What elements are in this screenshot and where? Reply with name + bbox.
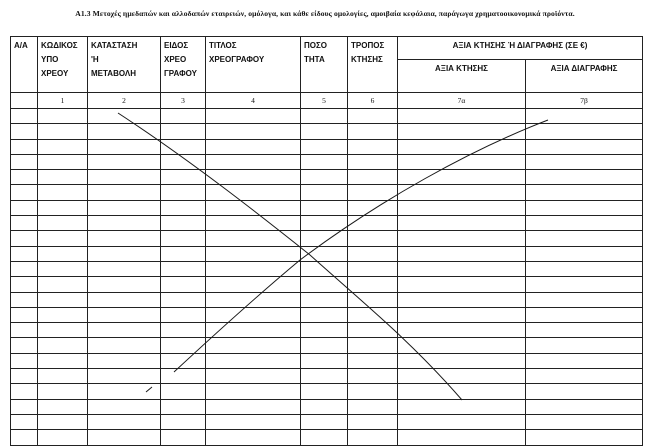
table-cell[interactable] (88, 307, 161, 322)
table-cell[interactable] (161, 399, 206, 414)
table-cell[interactable] (301, 338, 348, 353)
table-cell[interactable] (88, 399, 161, 414)
table-row (11, 414, 643, 429)
table-cell[interactable] (348, 430, 398, 445)
table-cell[interactable] (206, 170, 301, 185)
table-row (11, 338, 643, 353)
table-cell[interactable] (301, 261, 348, 276)
table-cell[interactable] (206, 124, 301, 139)
table-cell[interactable] (526, 170, 643, 185)
table-row (11, 154, 643, 169)
table-cell[interactable] (38, 338, 88, 353)
table-cell[interactable] (11, 261, 38, 276)
table-cell[interactable] (206, 200, 301, 215)
table-cell[interactable] (11, 216, 38, 231)
table-cell[interactable] (526, 231, 643, 246)
table-cell[interactable] (206, 414, 301, 429)
table-cell[interactable] (11, 170, 38, 185)
column-number: 1 (38, 93, 88, 109)
table-cell[interactable] (301, 414, 348, 429)
table-cell[interactable] (206, 277, 301, 292)
column-number: 5 (301, 93, 348, 109)
table-cell[interactable] (398, 399, 526, 414)
table-cell[interactable] (38, 323, 88, 338)
table-cell[interactable] (348, 307, 398, 322)
table-cell[interactable] (11, 185, 38, 200)
table-cell[interactable] (348, 292, 398, 307)
table-cell[interactable] (526, 384, 643, 399)
table-cell[interactable] (206, 384, 301, 399)
header-acquisition-method: ΤΡΟΠΟΣ ΚΤΗΣΗΣ (348, 37, 398, 93)
table-cell[interactable] (526, 430, 643, 445)
table-row (11, 231, 643, 246)
table-cell[interactable] (526, 353, 643, 368)
table-cell[interactable] (348, 216, 398, 231)
table-cell[interactable] (88, 430, 161, 445)
table-cell[interactable] (161, 170, 206, 185)
table-cell[interactable] (301, 246, 348, 261)
table-cell[interactable] (348, 338, 398, 353)
table-cell[interactable] (88, 231, 161, 246)
table-cell[interactable] (398, 216, 526, 231)
table-cell[interactable] (526, 246, 643, 261)
table-cell[interactable] (88, 384, 161, 399)
table-cell[interactable] (526, 109, 643, 124)
table-row (11, 292, 643, 307)
table-cell[interactable] (38, 154, 88, 169)
header-acquisition-value: ΑΞΙΑ ΚΤΗΣΗΣ (398, 60, 526, 93)
table-cell[interactable] (526, 414, 643, 429)
table-cell[interactable] (88, 139, 161, 154)
table-cell[interactable] (301, 277, 348, 292)
table-cell[interactable] (161, 369, 206, 384)
table-cell[interactable] (348, 353, 398, 368)
table-row (11, 430, 643, 445)
table-cell[interactable] (398, 277, 526, 292)
table-cell[interactable] (161, 246, 206, 261)
table-row (11, 277, 643, 292)
table-cell[interactable] (206, 109, 301, 124)
table-cell[interactable] (301, 430, 348, 445)
header-aa: Α/Α (11, 37, 38, 93)
table-cell[interactable] (11, 399, 38, 414)
table-cell[interactable] (526, 277, 643, 292)
table-cell[interactable] (88, 170, 161, 185)
table-cell[interactable] (161, 414, 206, 429)
table-row (11, 200, 643, 215)
table-cell[interactable] (88, 124, 161, 139)
table-cell[interactable] (301, 200, 348, 215)
table-cell[interactable] (301, 307, 348, 322)
table-cell[interactable] (38, 353, 88, 368)
table-cell[interactable] (38, 170, 88, 185)
table-cell[interactable] (526, 154, 643, 169)
table-cell[interactable] (11, 384, 38, 399)
table-row (11, 369, 643, 384)
table-cell[interactable] (398, 185, 526, 200)
column-number (11, 93, 38, 109)
table-cell[interactable] (348, 277, 398, 292)
table-cell[interactable] (398, 323, 526, 338)
table-cell[interactable] (398, 124, 526, 139)
table-cell[interactable] (161, 139, 206, 154)
table-cell[interactable] (88, 154, 161, 169)
table-cell[interactable] (398, 200, 526, 215)
table-cell[interactable] (88, 292, 161, 307)
table-cell[interactable] (398, 292, 526, 307)
table-cell[interactable] (161, 277, 206, 292)
table-cell[interactable] (348, 124, 398, 139)
column-number: 7β (526, 93, 643, 109)
table-cell[interactable] (301, 185, 348, 200)
table-cell[interactable] (161, 185, 206, 200)
table-cell[interactable] (526, 139, 643, 154)
header-quantity: ΠΟΣΟ ΤΗΤΑ (301, 37, 348, 93)
table-cell[interactable] (161, 384, 206, 399)
table-cell[interactable] (301, 216, 348, 231)
table-cell[interactable] (11, 139, 38, 154)
table-cell[interactable] (398, 414, 526, 429)
table-cell[interactable] (88, 200, 161, 215)
table-cell[interactable] (38, 430, 88, 445)
table-cell[interactable] (526, 185, 643, 200)
table-cell[interactable] (206, 353, 301, 368)
table-cell[interactable] (88, 261, 161, 276)
table-cell[interactable] (348, 414, 398, 429)
table-cell[interactable] (38, 185, 88, 200)
table-cell[interactable] (11, 307, 38, 322)
table-cell[interactable] (398, 109, 526, 124)
column-number: 4 (206, 93, 301, 109)
table-cell[interactable] (348, 200, 398, 215)
header-write-off-value: ΑΞΙΑ ΔΙΑΓΡΑΦΗΣ (526, 60, 643, 93)
header-status: ΚΑΤΑΣΤΑΣΗ 'Η ΜΕΤΑΒΟΛΗ (88, 37, 161, 93)
table-cell[interactable] (398, 369, 526, 384)
table-cell[interactable] (526, 261, 643, 276)
table-cell[interactable] (11, 369, 38, 384)
table-cell[interactable] (161, 338, 206, 353)
table-cell[interactable] (526, 292, 643, 307)
securities-table (10, 36, 643, 446)
table-cell[interactable] (526, 124, 643, 139)
table-cell[interactable] (38, 139, 88, 154)
table-cell[interactable] (11, 292, 38, 307)
table-cell[interactable] (38, 231, 88, 246)
form-section-title: Α1.3 Μετοχές ημεδαπών και αλλοδαπών εταιρειών, ομόλογα, και κάθε είδους ομολογίες, αμοιβαία κεφάλαια, παράγωγα χρηματοοικονομικά προϊόντα. (75, 9, 575, 18)
table-cell[interactable] (161, 109, 206, 124)
table-cell[interactable] (348, 154, 398, 169)
table-cell[interactable] (206, 430, 301, 445)
column-number: 6 (348, 93, 398, 109)
table-cell[interactable] (348, 185, 398, 200)
table-row (11, 109, 643, 124)
table-cell[interactable] (301, 399, 348, 414)
table-cell[interactable] (38, 277, 88, 292)
table-cell[interactable] (526, 323, 643, 338)
table-cell[interactable] (11, 109, 38, 124)
table-cell[interactable] (161, 154, 206, 169)
table-cell[interactable] (398, 139, 526, 154)
table-cell[interactable] (301, 323, 348, 338)
table-cell[interactable] (38, 261, 88, 276)
table-cell[interactable] (161, 231, 206, 246)
table-cell[interactable] (38, 292, 88, 307)
table-cell[interactable] (206, 369, 301, 384)
column-number: 2 (88, 93, 161, 109)
table-cell[interactable] (11, 124, 38, 139)
table-cell[interactable] (88, 414, 161, 429)
table-cell[interactable] (161, 216, 206, 231)
table-cell[interactable] (206, 246, 301, 261)
table-cell[interactable] (301, 369, 348, 384)
table-row (11, 124, 643, 139)
table-cell[interactable] (526, 369, 643, 384)
table-cell[interactable] (301, 154, 348, 169)
table-row (11, 185, 643, 200)
table-cell[interactable] (526, 399, 643, 414)
table-row (11, 216, 643, 231)
table-cell[interactable] (398, 307, 526, 322)
table-cell[interactable] (398, 246, 526, 261)
table-row (11, 399, 643, 414)
table-cell[interactable] (348, 246, 398, 261)
table-cell[interactable] (161, 430, 206, 445)
table-cell[interactable] (38, 414, 88, 429)
table-cell[interactable] (398, 170, 526, 185)
table-cell[interactable] (526, 307, 643, 322)
table-cell[interactable] (88, 216, 161, 231)
table-cell[interactable] (11, 338, 38, 353)
table-cell[interactable] (206, 261, 301, 276)
table-cell[interactable] (398, 430, 526, 445)
table-cell[interactable] (38, 109, 88, 124)
table-cell[interactable] (526, 338, 643, 353)
table-cell[interactable] (348, 323, 398, 338)
table-cell[interactable] (11, 200, 38, 215)
table-row (11, 323, 643, 338)
header-code: ΚΩΔΙΚΟΣ ΥΠΟ ΧΡΕΟΥ (38, 37, 88, 93)
table-cell[interactable] (206, 307, 301, 322)
table-cell[interactable] (348, 231, 398, 246)
table-cell[interactable] (11, 231, 38, 246)
table-cell[interactable] (11, 414, 38, 429)
table-cell[interactable] (88, 323, 161, 338)
table-cell[interactable] (398, 261, 526, 276)
table-cell[interactable] (38, 384, 88, 399)
table-cell[interactable] (301, 109, 348, 124)
table-cell[interactable] (38, 216, 88, 231)
header-security-title: ΤΙΤΛΟΣ ΧΡΕΟΓΡΑΦΟΥ (206, 37, 301, 93)
table-cell[interactable] (38, 200, 88, 215)
table-cell[interactable] (11, 154, 38, 169)
table-cell[interactable] (206, 139, 301, 154)
table-cell[interactable] (301, 353, 348, 368)
table-row (11, 246, 643, 261)
header-value-group: ΑΞΙΑ ΚΤΗΣΗΣ Ή ΔΙΑΓΡΑΦΗΣ (ΣΕ €) (398, 37, 643, 60)
table-cell[interactable] (206, 231, 301, 246)
table-cell[interactable] (206, 338, 301, 353)
table-cell[interactable] (301, 139, 348, 154)
table-cell[interactable] (348, 109, 398, 124)
table-cell[interactable] (398, 154, 526, 169)
table-cell[interactable] (38, 399, 88, 414)
table-cell[interactable] (348, 369, 398, 384)
table-cell[interactable] (88, 369, 161, 384)
table-cell[interactable] (206, 399, 301, 414)
header-security-type: ΕΙΔΟΣ ΧΡΕΟ ΓΡΑΦΟΥ (161, 37, 206, 93)
table-cell[interactable] (301, 124, 348, 139)
column-number: 7α (398, 93, 526, 109)
table-cell[interactable] (206, 185, 301, 200)
table-cell[interactable] (206, 216, 301, 231)
table-cell[interactable] (38, 307, 88, 322)
table-cell[interactable] (11, 246, 38, 261)
table-cell[interactable] (301, 170, 348, 185)
table-cell[interactable] (161, 200, 206, 215)
table-cell[interactable] (88, 246, 161, 261)
table-cell[interactable] (88, 277, 161, 292)
table-cell[interactable] (11, 353, 38, 368)
table-row (11, 307, 643, 322)
table-cell[interactable] (206, 323, 301, 338)
table-cell[interactable] (11, 277, 38, 292)
table-cell[interactable] (301, 384, 348, 399)
table-cell[interactable] (526, 200, 643, 215)
table-cell[interactable] (398, 384, 526, 399)
table-cell[interactable] (348, 399, 398, 414)
table-cell[interactable] (161, 353, 206, 368)
column-number: 3 (161, 93, 206, 109)
table-cell[interactable] (161, 124, 206, 139)
table-cell[interactable] (301, 231, 348, 246)
table-cell[interactable] (206, 292, 301, 307)
table-cell[interactable] (398, 231, 526, 246)
table-cell[interactable] (38, 369, 88, 384)
table-cell[interactable] (38, 246, 88, 261)
table-row (11, 261, 643, 276)
table-cell[interactable] (348, 384, 398, 399)
table-cell[interactable] (11, 430, 38, 445)
table-row (11, 170, 643, 185)
table-cell[interactable] (206, 154, 301, 169)
table-cell[interactable] (161, 261, 206, 276)
table-row (11, 384, 643, 399)
table-cell[interactable] (301, 292, 348, 307)
table-cell[interactable] (526, 216, 643, 231)
table-cell[interactable] (348, 139, 398, 154)
table-cell[interactable] (161, 323, 206, 338)
table-cell[interactable] (348, 170, 398, 185)
table-cell[interactable] (398, 353, 526, 368)
table-cell[interactable] (88, 109, 161, 124)
table-cell[interactable] (88, 185, 161, 200)
table-row (11, 139, 643, 154)
table-cell[interactable] (161, 292, 206, 307)
table-cell[interactable] (88, 338, 161, 353)
table-cell[interactable] (161, 307, 206, 322)
table-cell[interactable] (88, 353, 161, 368)
table-cell[interactable] (11, 323, 38, 338)
table-cell[interactable] (398, 338, 526, 353)
table-cell[interactable] (38, 124, 88, 139)
table-cell[interactable] (348, 261, 398, 276)
table-row (11, 353, 643, 368)
